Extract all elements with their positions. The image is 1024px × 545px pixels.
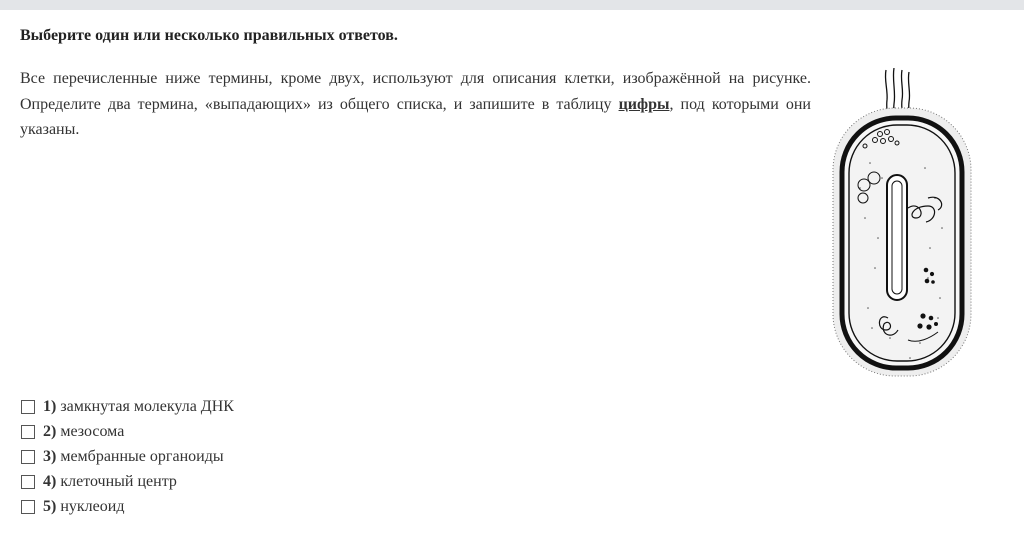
question-text-part2: , под которыми они указаны. [20,95,811,138]
option-5[interactable] [21,494,234,519]
question-emphasis: цифры [618,95,670,113]
top-bar [0,0,1024,10]
option-2-number: 2) [43,422,57,440]
option-2-checkbox[interactable] [21,425,35,439]
option-3-number: 3) [43,447,57,465]
option-4-label: клеточный центр [60,472,177,490]
answer-options [21,394,234,519]
option-3-checkbox[interactable] [21,450,35,464]
option-4-number: 4) [43,472,57,490]
option-5-label: нуклеоид [60,497,125,515]
option-1-label: замкнутая молекула ДНК [60,397,234,415]
option-1-checkbox[interactable] [21,400,35,414]
option-1[interactable] [21,394,234,419]
option-5-checkbox[interactable] [21,500,35,514]
option-3-label: мембранные органоиды [60,447,224,465]
question-text-part1: Все перечисленные ниже термины, кроме двух, используют для описания клетки, изображённой на рисунке. Определите два термина, «выпадающих» из общего списка, и запишите в таблицу [20,70,811,113]
bacterial-cell-illustration [830,68,975,378]
option-4[interactable] [21,469,234,494]
question-text [20,66,811,143]
option-3[interactable] [21,444,234,469]
option-2[interactable] [21,419,234,444]
option-2-label: мезосома [60,422,125,440]
instruction-heading: Выберите один или несколько правильных ответов. [20,27,398,44]
option-5-number: 5) [43,497,57,515]
option-4-checkbox[interactable] [21,475,35,489]
option-1-number: 1) [43,397,57,415]
